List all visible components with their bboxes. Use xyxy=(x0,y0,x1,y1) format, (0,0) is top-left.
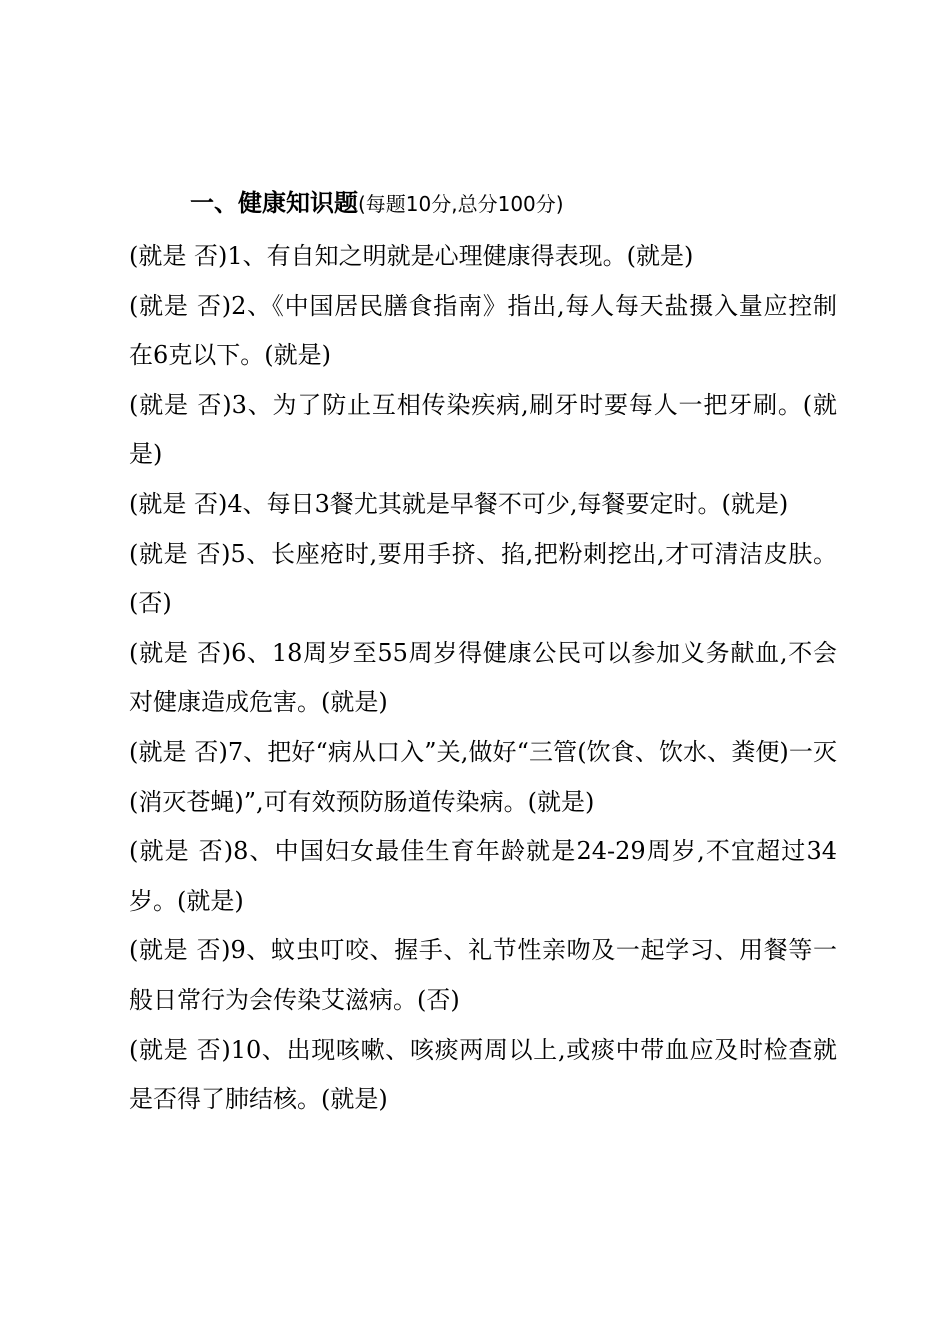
question-1: (就是 否)1、有自知之明就是心理健康得表现。(就是) xyxy=(129,242,694,270)
question-5: (就是 否)5、长座疮时,要用手挤、掐,把粉刺挖出,才可清洁皮肤。(否) xyxy=(129,539,837,618)
question-8: (就是 否)8、中国妇女最佳生育年龄就是24-29周岁,不宜超过34岁。(就是) xyxy=(129,837,837,915)
question-list xyxy=(129,232,837,1125)
question-3: (就是 否)3、为了防止互相传染疾病,刷牙时要每人一把牙刷。(就是) xyxy=(129,390,837,469)
scoring-note: (每题10分,总分100分) xyxy=(358,192,564,216)
section-heading xyxy=(190,186,564,221)
question-9: (就是 否)9、蚊虫叮咬、握手、礼节性亲吻及一起学习、用餐等一般日常行为会传染艾滋病。(否) xyxy=(129,936,837,1014)
section-title: 一、健康知识题 xyxy=(190,189,358,217)
question-2: (就是 否)2、《中国居民膳食指南》指出,每人每天盐摄入量应控制在6克以下。(就是) xyxy=(129,291,837,370)
question-6: (就是 否)6、18周岁至55周岁得健康公民可以参加义务献血,不会对健康造成危害。(就是) xyxy=(129,638,837,717)
question-10: (就是 否)10、出现咳嗽、咳痰两周以上,或痰中带血应及时检查就是否得了肺结核。(就是) xyxy=(129,1035,837,1114)
question-4: (就是 否)4、每日3餐尤其就是早餐不可少,每餐要定时。(就是) xyxy=(129,489,789,518)
question-7: (就是 否)7、把好“病从口入”关,做好“三管(饮食、饮水、粪便)一灭(消灭苍蝇)”,可有效预防肠道传染病。(就是) xyxy=(129,737,837,816)
